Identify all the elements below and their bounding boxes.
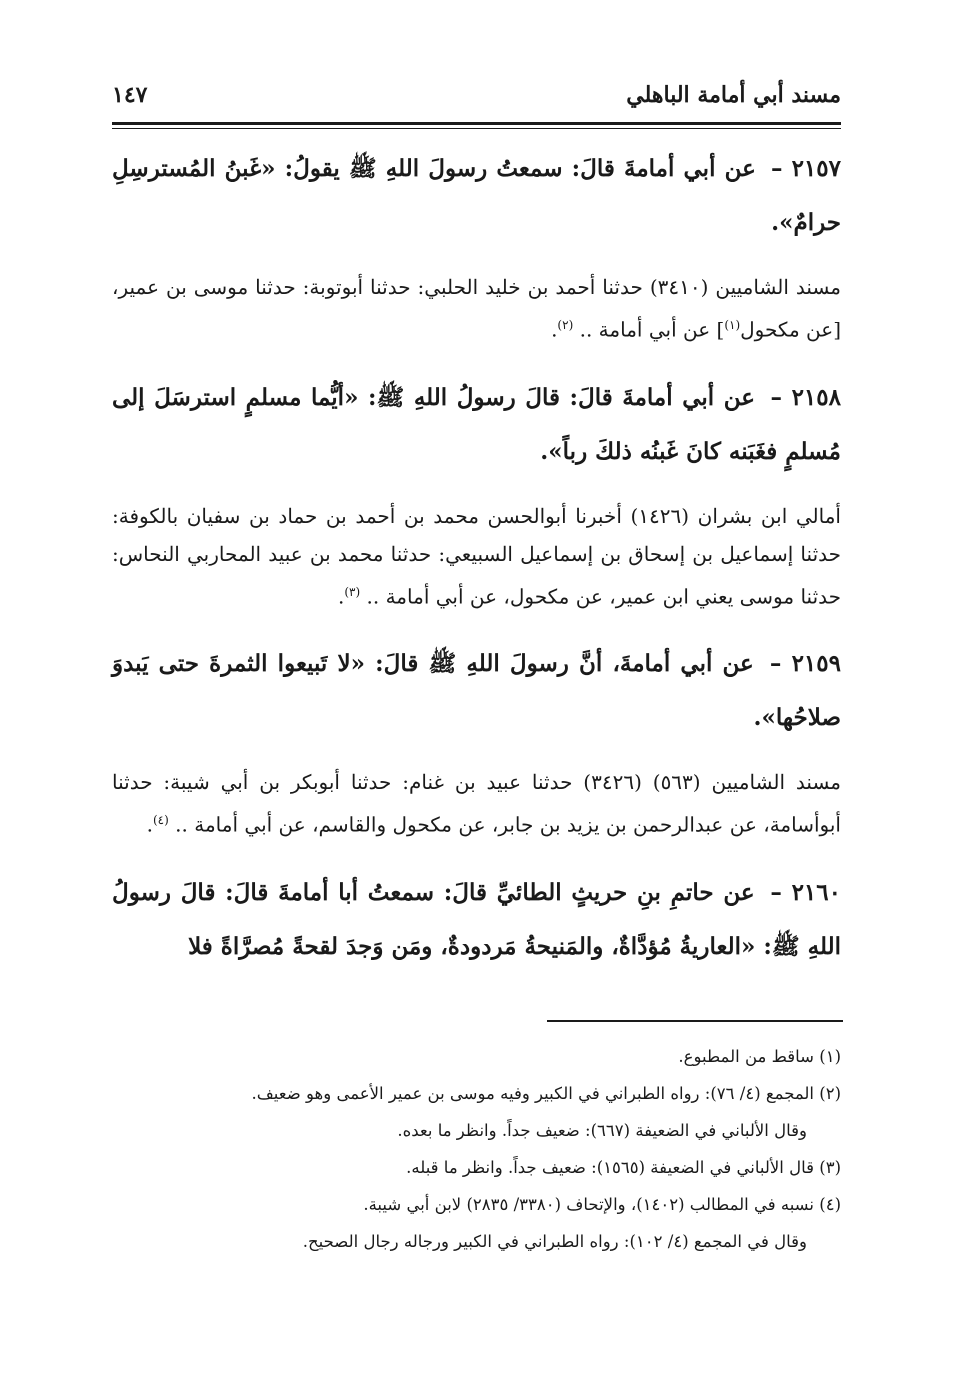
footnote-text: ساقط من المطبوع.	[678, 1047, 814, 1066]
source-text: أمالي ابن بشران (١٤٢٦) أخبرنا أبوالحسن محمد بن أحمد بن حماد بن سفيان بالكوفة: حدثنا إسماعيل بن إسحاق بن إسماعيل السبيعي: حدثنا محمد بن عبيد المحاربي النحاس: حدثنا موسى يعني ابن عمير، عن مكحول، عن أبي أمامة ..	[112, 503, 841, 609]
footnote-4-continued	[112, 1223, 841, 1260]
source-2157	[112, 268, 841, 349]
source-2158	[112, 497, 841, 616]
footnote-separator	[547, 1020, 843, 1022]
footnote-1	[112, 1038, 841, 1075]
footnote-text: المجمع (٤/ ٧٦): رواه الطبراني في الكبير وفيه موسى بن عمير الأعمى وهو ضعيف.	[251, 1084, 814, 1103]
footnotes	[112, 1038, 841, 1260]
hadith-number: ٢١٥٨ –	[770, 383, 841, 411]
footnote-marker: (١)	[819, 1047, 841, 1066]
source-end: .	[337, 584, 345, 609]
hadith-number: ٢١٥٧ –	[770, 155, 841, 182]
footnote-ref-3[interactable]: (٣)	[344, 584, 361, 599]
hadith-2157	[112, 142, 841, 250]
running-title: مسند أبي أمامة الباهلي	[626, 82, 841, 108]
main-text	[112, 142, 841, 992]
footnote-2	[112, 1075, 841, 1112]
source-2159	[112, 763, 841, 844]
hadith-number: ٢١٦٠ –	[770, 878, 841, 906]
source-end: .	[146, 812, 153, 837]
header-rule-thin	[112, 128, 841, 129]
hadith-2160	[112, 866, 841, 974]
hadith-2158	[112, 371, 841, 479]
hadith-2159	[112, 637, 841, 745]
footnote-marker: (٢)	[819, 1084, 841, 1103]
footnote-marker: (٤)	[819, 1195, 841, 1214]
footnote-ref-1[interactable]: (١)	[724, 318, 741, 332]
footnote-text: وقال في المجمع (٤/ ١٠٢): رواه الطبراني في الكبير ورجاله رجال الصحيح.	[302, 1232, 807, 1251]
source-end: .	[551, 317, 558, 342]
hadith-text: عن حاتمِ بنِ حريثٍ الطائيِّ قالَ: سمعتُ أبا أمامةَ قالَ: قالَ رسولُ اللهِ ﷺ: «العاريةُ مُؤدَّاةٌ، والمَنيحةُ مَردودةٌ، ومَن وَجدَ لقحةً مُصرَّاةً فلا	[112, 878, 841, 960]
footnote-2-continued	[112, 1112, 841, 1149]
source-text: مسند الشاميين (٥٦٣) (٣٤٢٦) حدثنا عبيد بن غنام: حدثنا أبوبكر بن أبي شيبة: حدثنا أبوأسامة، عن عبدالرحمن بن يزيد بن جابر، عن مكحول والقاسم، عن أبي أمامة ..	[112, 770, 842, 837]
footnote-text: وقال الألباني في الضعيفة (٦٦٧): ضعيف جداً. وانظر ما بعده.	[397, 1121, 807, 1140]
footnote-4	[112, 1186, 841, 1223]
running-header	[112, 78, 841, 122]
footnote-ref-2[interactable]: (٢)	[557, 318, 574, 332]
footnote-ref-4[interactable]: (٤)	[152, 813, 169, 828]
hadith-text: عن أبي أمامةَ، أنَّ رسولَ اللهِ ﷺ قالَ: «لا تَبيعوا الثمرةَ حتى يَبدوَ صلاحُها».	[112, 650, 841, 732]
page-number: ١٤٧	[112, 82, 148, 108]
hadith-number: ٢١٥٩ –	[769, 650, 841, 678]
source-text-tail: ] عن أبي أمامة ..	[573, 317, 725, 342]
footnote-marker: (٣)	[819, 1158, 841, 1177]
footnote-3	[112, 1149, 841, 1186]
hadith-text: عن أبي أمامةَ قالَ: قالَ رسولُ اللهِ ﷺ: «أيُّما مسلمٍ استرسَلَ إلى مُسلمٍ فغَبَنه كانَ غَبنُه ذلكَ رباً».	[112, 383, 841, 465]
header-rule	[112, 122, 841, 125]
hadith-text: عن أبي أمامةَ قالَ: سمعتُ رسولَ اللهِ ﷺ يقولُ: «غَبنُ المُسترسِلِ حرامٌ».	[112, 155, 841, 236]
footnote-text: نسبه في المطالب (١٤٠٢)، والإتحاف (٣٣٨٠/ ٢٨٣٥) لابن أبي شيبة.	[363, 1195, 814, 1214]
footnote-text: قال الألباني في الضعيفة (١٥٦٥): ضعيف جداً. وانظر ما قبله.	[406, 1158, 814, 1177]
source-text: مسند الشامیین (٣٤١٠) حدثنا أحمد بن خليد الحلبي: حدثنا أبوتوبة: حدثنا موسى بن عمير، [عن مكحول	[112, 275, 841, 342]
